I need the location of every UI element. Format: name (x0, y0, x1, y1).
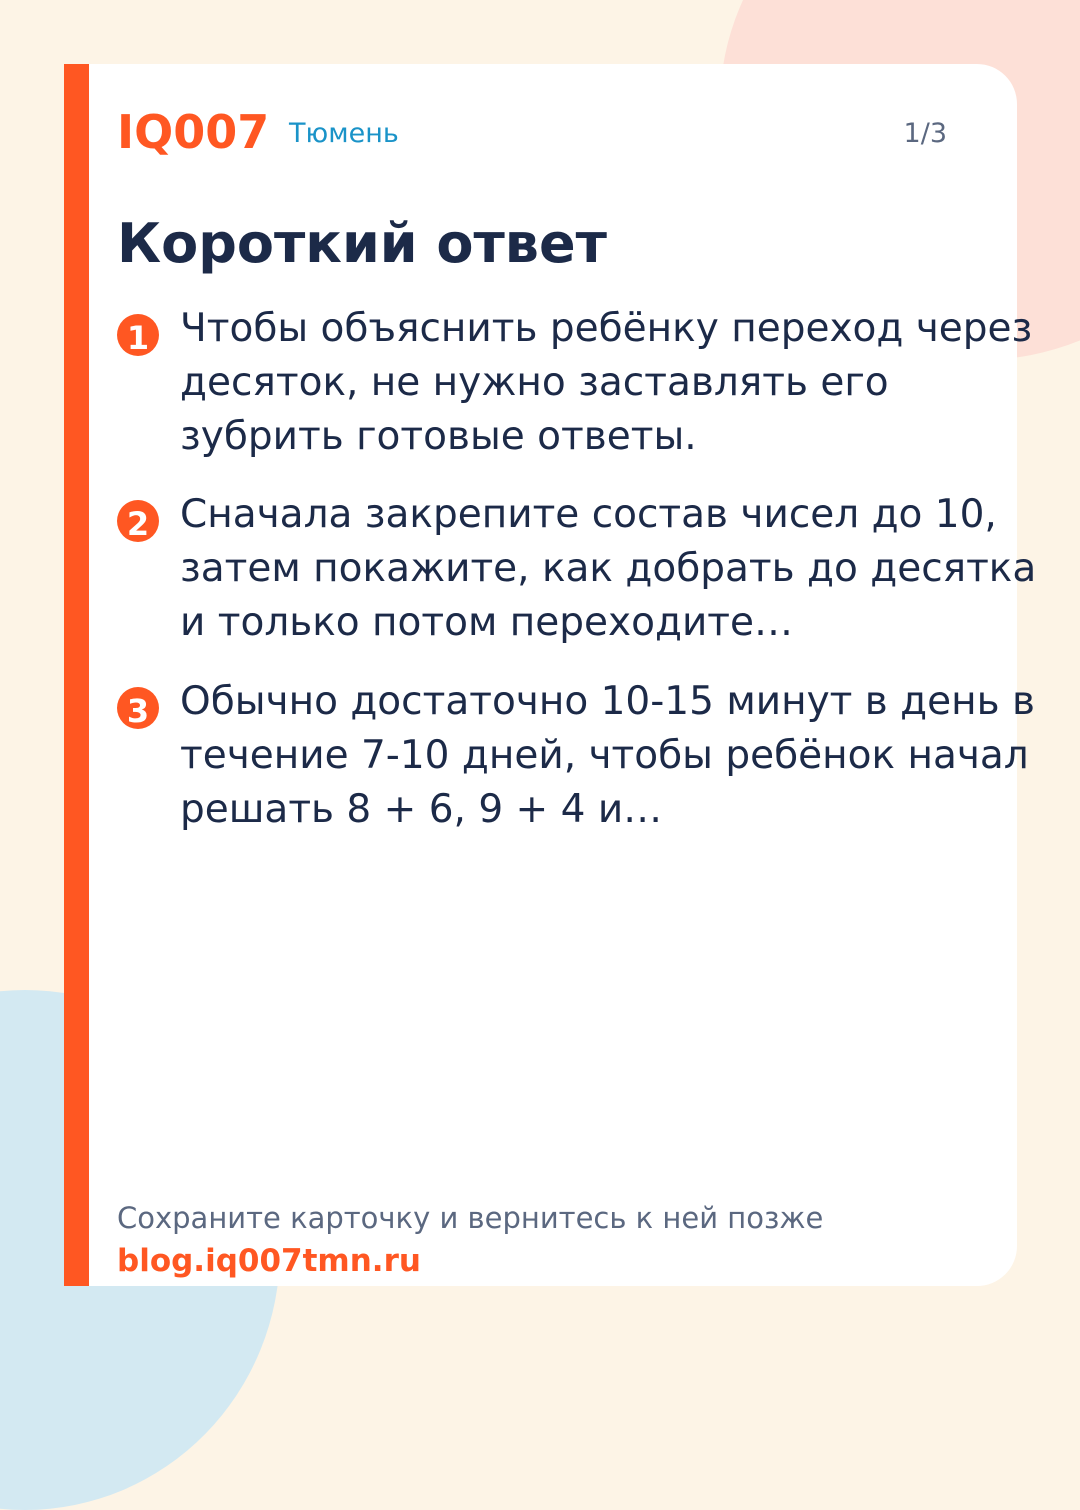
city-label: Тюмень (289, 118, 399, 149)
brand-logo: IQ007 (117, 105, 270, 159)
item-text: Чтобы объяснить ребёнку переход через десяток, не нужно заставлять его зубрить готовые ответы. (180, 306, 1033, 459)
item-number-badge: 2 (117, 500, 159, 542)
item-number-badge: 3 (117, 687, 159, 729)
blog-link[interactable]: blog.iq007tmn.ru (117, 1243, 421, 1279)
item-text: Сначала закрепите состав чисел до 10, затем покажите, как добрать до десятка и только потом переходите… (180, 492, 1037, 645)
card-accent-bar (64, 64, 89, 1286)
content-card (64, 64, 1037, 1286)
item-text: Обычно достаточно 10-15 минут в день в течение 7-10 дней, чтобы ребёнок начал решать 8 + 6, 9 + 4 и… (180, 679, 1035, 832)
card-title: Короткий ответ (117, 212, 607, 275)
save-card-hint: Сохраните карточку и вернитесь к ней позже (117, 1201, 824, 1235)
page-counter: 1/3 (903, 118, 947, 149)
item-number-badge: 1 (117, 314, 159, 356)
